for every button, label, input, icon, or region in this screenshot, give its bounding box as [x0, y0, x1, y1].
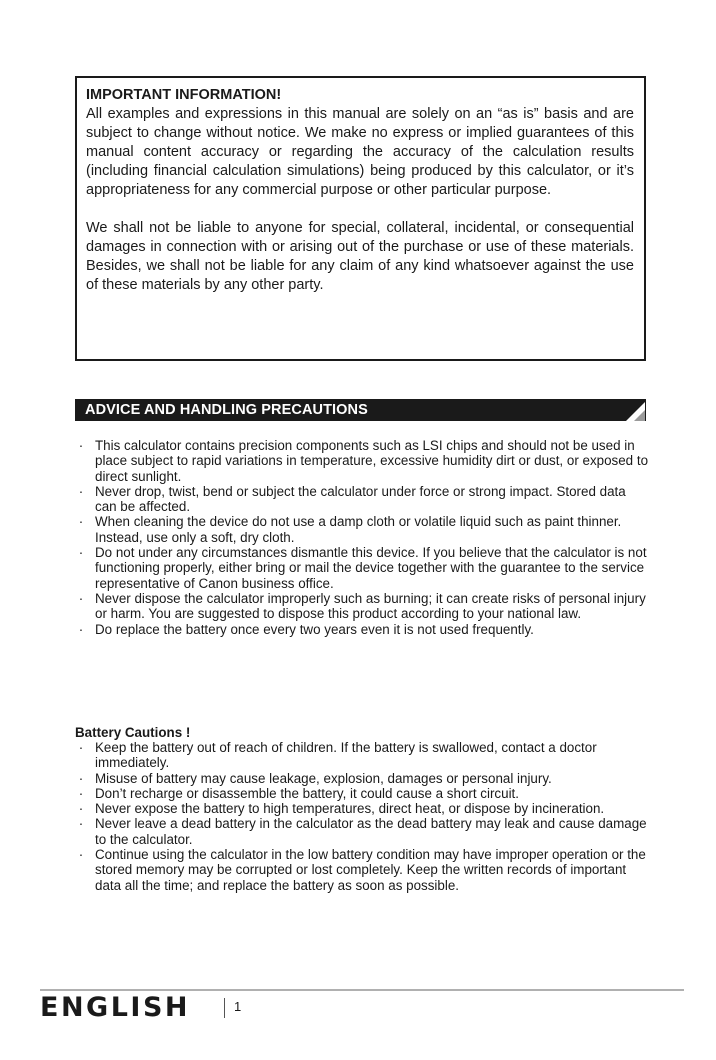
battery-cautions-heading: Battery Cautions !	[75, 725, 191, 740]
advice-section-header	[75, 399, 646, 421]
list-item: · Continue using the calculator in the low battery condition may have improper operation or the stored memory may be corrupted or lost completely. Keep the written records of important data all the time; and replace the battery as soon as possible.	[78, 847, 646, 893]
footer-divider	[40, 989, 684, 991]
important-paragraph-1: All examples and expressions in this manual are solely on an “as is” basis and are subject to change without notice. We make no express or implied guarantees of this manual content accuracy or regarding the accuracy of the calculation results (including financial calculation simulations) being produced by this calculator, or it’s appropriateness for any commercial purpose or other particular purpose.	[86, 106, 634, 198]
page-number: 1	[234, 999, 242, 1014]
list-item: · Never leave a dead battery in the calculator as the dead battery may leak and cause damage to the calculator.	[78, 816, 647, 847]
footer-separator	[224, 998, 225, 1018]
advice-heading: ADVICE AND HANDLING PRECAUTIONS	[85, 402, 368, 418]
important-paragraph-2: We shall not be liable to anyone for special, collateral, incidental, or consequential damages in connection with or arising out of the purchase or use of these materials. Besides, we shall not be liable for any claim of any kind whatsoever against the use of these materials by any other party.	[86, 220, 634, 293]
list-item: · Never drop, twist, bend or subject the calculator under force or strong impact. Stored data can be affected.	[78, 483, 626, 515]
list-item: · Do not under any circumstances dismantle this device. If you believe that the calculator is not functioning properly, either bring or mail the device together with the guarantee to the service representative of Canon business office.	[78, 545, 647, 591]
list-item: · Do replace the battery once every two years even it is not used frequently.	[78, 621, 534, 637]
list-item: · This calculator contains precision components such as LSI chips and should not be used in place subject to rapid variations in temperature, excessive humidity dirt or dust, or exposed to direct sunlight.	[78, 438, 649, 484]
list-item: · Don’t recharge or disassemble the battery, it could cause a short circuit.	[78, 785, 519, 801]
corner-decoration-icon	[612, 399, 646, 421]
footer-language: ENGLISH	[40, 992, 190, 1023]
advice-list	[75, 438, 650, 637]
list-item: · Misuse of battery may cause leakage, explosion, damages or personal injury.	[78, 770, 552, 786]
list-item: · When cleaning the device do not use a damp cloth or volatile liquid such as paint thinner. Instead, use only a soft, dry cloth.	[78, 514, 622, 545]
important-title: IMPORTANT INFORMATION!	[86, 87, 282, 103]
battery-cautions-list	[75, 740, 650, 893]
list-item: · Never dispose the calculator improperly such as burning; it can create risks of personal injury or harm. You are suggested to dispose this product according to your national law.	[78, 590, 646, 622]
list-item: · Never expose the battery to high temperatures, direct heat, or dispose by incineration.	[78, 801, 605, 817]
list-item: · Keep the battery out of reach of children. If the battery is swallowed, contact a doctor immediately.	[78, 740, 597, 771]
important-information-box	[75, 76, 646, 361]
